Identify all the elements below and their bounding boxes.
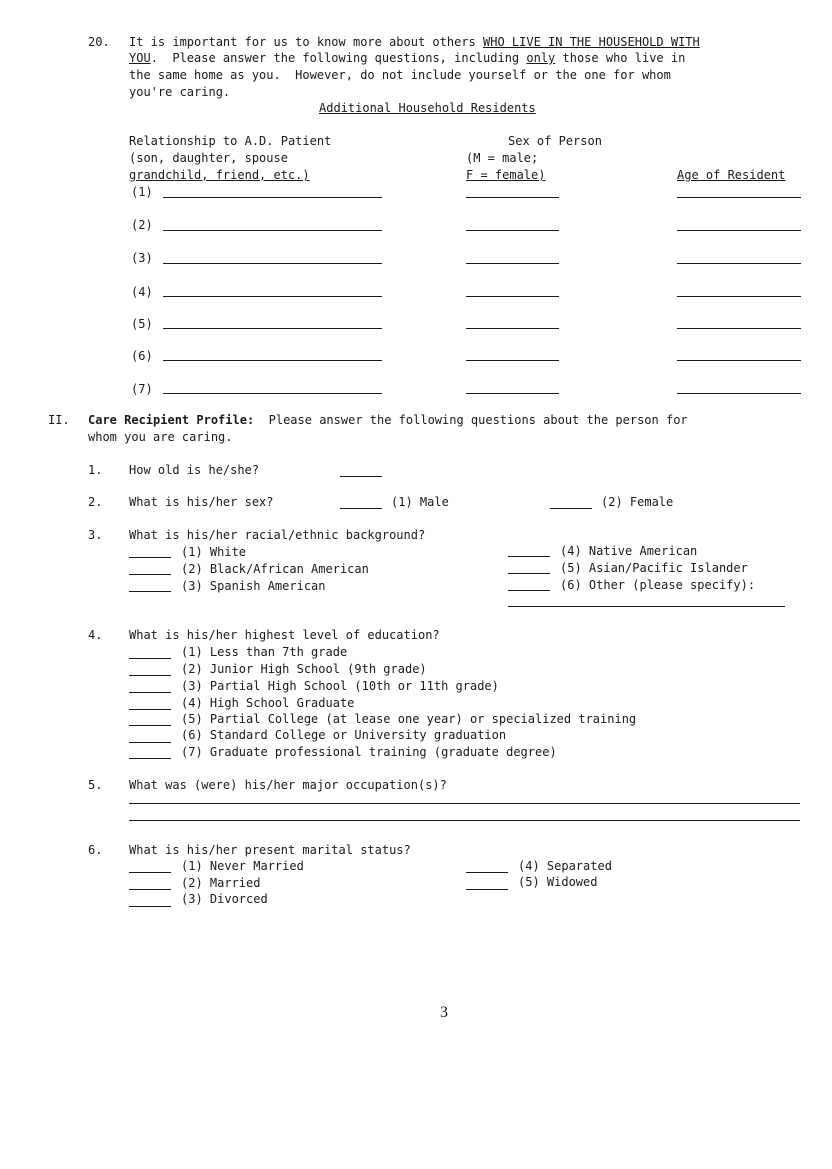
page-number: 3 <box>440 1004 448 1021</box>
section-intro-line2: whom you are caring. <box>88 430 233 444</box>
relationship-field-5[interactable] <box>163 328 382 329</box>
race-option-6-label: (6) Other (please specify): <box>560 578 756 592</box>
col-relationship-header-2: (son, daughter, spouse <box>129 151 288 165</box>
sex-field-1[interactable] <box>466 197 559 198</box>
age-field-4[interactable] <box>677 296 801 297</box>
marital-option-1-blank[interactable] <box>129 872 171 873</box>
question-1-text: How old is he/she? <box>129 463 260 477</box>
section-numeral: II. <box>48 413 70 427</box>
sex-field-6[interactable] <box>466 360 559 361</box>
col-relationship-header-3: grandchild, friend, etc.) <box>129 168 310 182</box>
relationship-field-6[interactable] <box>163 360 382 361</box>
sex-field-3[interactable] <box>466 263 559 264</box>
race-option-4-blank[interactable] <box>508 556 550 557</box>
question-20-line1: It is important for us to know more about others WHO LIVE IN THE HOUSEHOLD WITH <box>129 35 700 49</box>
marital-option-5-label: (5) Widowed <box>518 875 598 889</box>
marital-option-4-blank[interactable] <box>466 872 508 873</box>
education-option-6-blank[interactable] <box>129 742 171 743</box>
race-option-5-blank[interactable] <box>508 573 550 574</box>
relationship-field-2[interactable] <box>163 230 382 231</box>
question-3-number: 3. <box>88 528 103 542</box>
marital-option-2-blank[interactable] <box>129 889 171 890</box>
relationship-field-3[interactable] <box>163 263 382 264</box>
question-4-text: What is his/her highest level of education? <box>129 628 440 642</box>
question-2-text: What is his/her sex? <box>129 495 274 509</box>
question-3-text: What is his/her racial/ethnic background? <box>129 528 426 542</box>
age-field-3[interactable] <box>677 263 801 264</box>
race-option-5-label: (5) Asian/Pacific Islander <box>560 561 748 575</box>
education-option-6-label: (6) Standard College or University graduation <box>181 728 507 742</box>
education-option-7-label: (7) Graduate professional training (graduate degree) <box>181 745 557 759</box>
resident-row-label-2: (2) <box>131 218 153 232</box>
col-relationship-header-1: Relationship to A.D. Patient <box>129 134 332 148</box>
col-sex-header-3: F = female) <box>466 168 546 182</box>
age-field-7[interactable] <box>677 393 801 394</box>
education-option-4-blank[interactable] <box>129 709 171 710</box>
age-field-1[interactable] <box>677 197 801 198</box>
relationship-field-4[interactable] <box>163 296 382 297</box>
col-age-header: Age of Resident <box>677 168 786 182</box>
race-option-2-blank[interactable] <box>129 574 171 575</box>
education-option-4-label: (4) High School Graduate <box>181 696 355 710</box>
col-sex-header-2: (M = male; <box>466 151 539 165</box>
education-option-5-blank[interactable] <box>129 725 171 726</box>
occupation-field-line-2[interactable] <box>129 820 800 821</box>
household-table-title: Additional Household Residents <box>319 101 536 115</box>
sex-male-label: (1) Male <box>391 495 449 509</box>
sex-female-blank[interactable] <box>550 508 592 509</box>
age-field-5[interactable] <box>677 328 801 329</box>
question-20-line3: the same home as you. However, do not include yourself or the one for whom <box>129 68 671 82</box>
sex-female-label: (2) Female <box>601 495 674 509</box>
marital-option-2-label: (2) Married <box>181 876 261 890</box>
education-option-3-label: (3) Partial High School (10th or 11th grade) <box>181 679 499 693</box>
marital-option-1-label: (1) Never Married <box>181 859 304 873</box>
question-6-number: 6. <box>88 843 103 857</box>
education-option-7-blank[interactable] <box>129 758 171 759</box>
question-20-number: 20. <box>88 35 110 49</box>
question-20-line4: you're caring. <box>129 85 231 99</box>
education-option-1-label: (1) Less than 7th grade <box>181 645 348 659</box>
sex-field-2[interactable] <box>466 230 559 231</box>
relationship-field-1[interactable] <box>163 197 382 198</box>
resident-row-label-1: (1) <box>131 185 153 199</box>
relationship-field-7[interactable] <box>163 393 382 394</box>
question-1-number: 1. <box>88 463 103 477</box>
resident-row-label-7: (7) <box>131 382 153 396</box>
age-answer-field[interactable] <box>340 476 382 477</box>
marital-option-5-blank[interactable] <box>466 889 508 890</box>
marital-option-3-label: (3) Divorced <box>181 892 268 906</box>
question-4-number: 4. <box>88 628 103 642</box>
question-20-line2: YOU. Please answer the following questions, including only those who live in <box>129 51 686 65</box>
race-option-6-blank[interactable] <box>508 590 550 591</box>
sex-field-5[interactable] <box>466 328 559 329</box>
occupation-field-line-1[interactable] <box>129 803 800 804</box>
sex-male-blank[interactable] <box>340 508 382 509</box>
question-2-number: 2. <box>88 495 103 509</box>
resident-row-label-5: (5) <box>131 317 153 331</box>
marital-option-4-label: (4) Separated <box>518 859 612 873</box>
race-option-3-blank[interactable] <box>129 591 171 592</box>
section-heading: Care Recipient Profile: <box>88 413 255 427</box>
education-option-1-blank[interactable] <box>129 658 171 659</box>
marital-option-3-blank[interactable] <box>129 906 171 907</box>
resident-row-label-6: (6) <box>131 349 153 363</box>
education-option-5-label: (5) Partial College (at lease one year) or specialized training <box>181 712 637 726</box>
age-field-2[interactable] <box>677 230 801 231</box>
race-option-2-label: (2) Black/African American <box>181 562 369 576</box>
question-5-number: 5. <box>88 778 103 792</box>
education-option-3-blank[interactable] <box>129 692 171 693</box>
resident-row-label-3: (3) <box>131 251 153 265</box>
resident-row-label-4: (4) <box>131 285 153 299</box>
col-sex-header-1: Sex of Person <box>508 134 602 148</box>
race-option-4-label: (4) Native American <box>560 544 698 558</box>
question-6-text: What is his/her present marital status? <box>129 843 411 857</box>
race-option-1-label: (1) White <box>181 545 247 559</box>
sex-field-7[interactable] <box>466 393 559 394</box>
education-option-2-label: (2) Junior High School (9th grade) <box>181 662 427 676</box>
question-5-text: What was (were) his/her major occupation(s)? <box>129 778 447 792</box>
race-other-specify-field[interactable] <box>508 606 785 607</box>
age-field-6[interactable] <box>677 360 801 361</box>
race-option-1-blank[interactable] <box>129 557 171 558</box>
race-option-3-label: (3) Spanish American <box>181 579 326 593</box>
sex-field-4[interactable] <box>466 296 559 297</box>
education-option-2-blank[interactable] <box>129 675 171 676</box>
section-intro-line1: Care Recipient Profile: Please answer the following questions about the person for <box>88 413 688 427</box>
